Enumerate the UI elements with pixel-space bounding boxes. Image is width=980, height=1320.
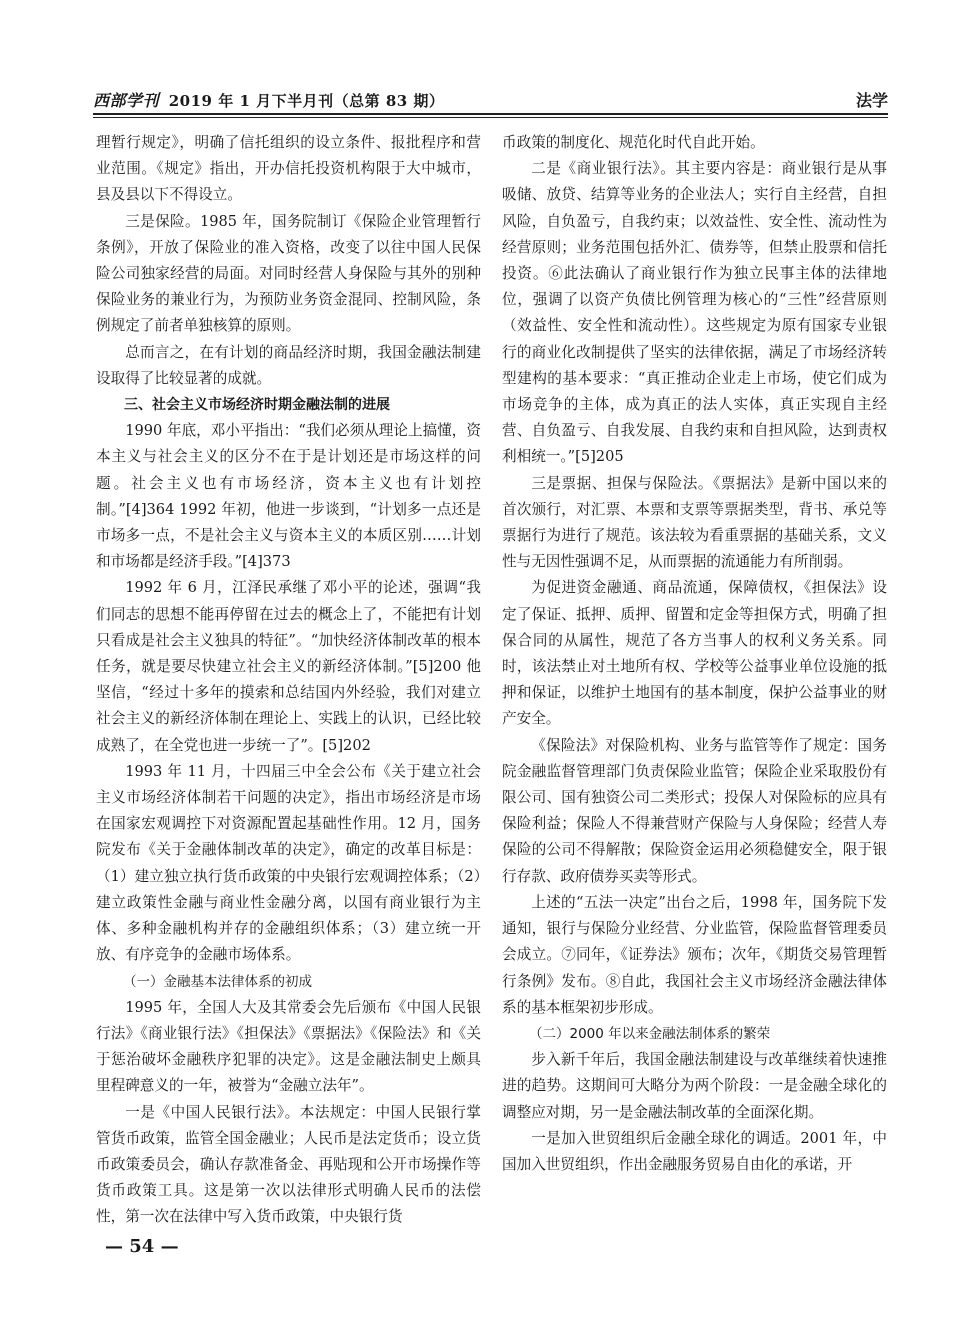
section-heading: 三、社会主义市场经济时期金融法制的进展 xyxy=(124,397,390,414)
paragraph: 步入新千年后，我国金融法制建设与改革继续着快速推进的趋势。这期间可大略分为两个阶段：一是金融全球化的调整应对期，另一是金融法制改革的全面深化期。 xyxy=(502,1051,887,1121)
paragraph: 总而言之，在有计划的商品经济时期，我国金融法制建设取得了比较显著的成就。 xyxy=(96,343,481,387)
paragraph: 理暂行规定》，明确了信托组织的设立条件、报批程序和营业范围。《规定》指出，开办信托投资机构限于大中城市，县及县以下不得设立。 xyxy=(96,134,481,204)
header-rule-thin xyxy=(93,117,888,118)
paragraph: 上述的“五法一决定”出台之后，1998 年，国务院下发通知，银行与保险分业经营、分业监管，保险监督管理委员会成立。⑦同年，《证券法》颁布；次年，《期货交易管理暂行条例》发布。⑧自此，我国社会主义市场经济金融法律体系的基本框架初步形成。 xyxy=(502,893,887,1016)
section-heading: （二）2000 年以来金融法制体系的繁荣 xyxy=(529,1025,771,1042)
paragraph: 1995 年，全国人大及其常委会先后颁布《中国人民银行法》《商业银行法》《担保法》《票据法》《保险法》和《关于惩治破坏金融秩序犯罪的决定》。这是金融法制史上颇具里程碑意义的一年，被誉为“金融立法年”。 xyxy=(96,998,481,1095)
paragraph: 1992 年 6 月，江泽民承继了邓小平的论述，强调“我们同志的思想不能再停留在过去的概念上了，不能把有计划只看成是社会主义独具的特征”。“加快经济体制改革的根本任务，就是要尽快建立社会主义的新经济体制。”[5]200 他坚信，“经过十多年的摸索和总结国内外经验，我们对建立社会主义的新经济体制在理论上、实践上的认识，已经比较成熟了，在全党也进一步统一了”。[5]202 xyxy=(96,579,481,754)
journal-issue xyxy=(93,88,444,111)
paragraph: 一是加入世贸组织后金融全球化的调适。2001 年，中国加入世贸组织，作出金融服务贸易自由化的承诺，开 xyxy=(502,1129,887,1173)
left-column xyxy=(96,130,481,1230)
journal-logo: 西部学刊 xyxy=(93,91,160,110)
right-column xyxy=(502,130,887,1230)
page-number: — 54 — xyxy=(105,1236,179,1257)
paragraph: 一是《中国人民银行法》。本法规定：中国人民银行掌管货币政策，监管全国金融业；人民币是法定货币；设立货币政策委员会，确认存款准备金、再贴现和公开市场操作等货币政策工具。这是第一次以法律形式明确人民币的法偿性，第一次在法律中写入货币政策，中央银行货 xyxy=(96,1103,481,1226)
running-header xyxy=(93,86,888,112)
paragraph: 三是票据、担保与保险法。《票据法》是新中国以来的首次颁行，对汇票、本票和支票等票据类型，背书、承兑等票据行为进行了规范。该法较为看重票据的基础关系，文义性与无因性强调不足，从而票据的流通能力有所削弱。 xyxy=(502,474,887,571)
paragraph: 1993 年 11 月，十四届三中全会公布《关于建立社会主义市场经济体制若干问题的决定》，指出市场经济是市场在国家宏观调控下对资源配置起基础性作用。12 月，国务院发布《关于金融体制改革的决定》，确定的改革目标是：（1）建立独立执行货币政策的中央银行宏观调控体系；（2）建立政策性金融与商业性金融分离，以国有商业银行为主体、多种金融机构并存的金融组织体系；（3）建立统一开放、有序竞争的金融市场体系。 xyxy=(96,762,481,964)
paragraph: 《保险法》对保险机构、业务与监管等作了规定：国务院金融监督管理部门负责保险业监管；保险企业采取股份有限公司、国有独资公司二类形式；投保人对保险标的应具有保险利益；保险人不得兼营财产保险与人身保险；经营人寿保险的公司不得解散；保险资金运用必须稳健安全，限于银行存款、政府债券买卖等形式。 xyxy=(502,736,887,885)
section-label: 法学 xyxy=(855,91,888,110)
paragraph: 二是《商业银行法》。其主要内容是：商业银行是从事吸储、放贷、结算等业务的企业法人；实行自主经营，自担风险，自负盈亏，自我约束；以效益性、安全性、流动性为经营原则；业务范围包括外汇、债券等，但禁止股票和信托投资。⑥此法确认了商业银行作为独立民事主体的法律地位，强调了以资产负债比例管理为核心的“三性”经营原则（效益性、安全性和流动性）。这些规定为原有国家专业银行的商业化改制提供了坚实的法律依据，满足了市场经济转型建构的基本要求：“真正推动企业走上市场，使它们成为市场竞争的主体，成为真正的法人实体，真正实现自主经营、自负盈亏、自我发展、自我约束和自担风险，达到责权利相统一。”[5]205 xyxy=(502,160,887,466)
paragraph: 为促进资金融通、商品流通，保障债权，《担保法》设定了保证、抵押、质押、留置和定金等担保方式，明确了担保合同的从属性，规范了各方当事人的权利义务关系。同时，该法禁止对土地所有权、学校等公益事业单位设施的抵押和保证，以维护土地国有的基本制度，保护公益事业的财产安全。 xyxy=(502,579,887,728)
section-heading: （一）金融基本法律体系的初成 xyxy=(123,973,312,990)
paragraph: 1990 年底，邓小平指出：“我们必须从理论上搞懂，资本主义与社会主义的区分不在于是计划还是市场这样的问题。社会主义也有市场经济，资本主义也有计划控制。”[4]364 1992 年初，他进一步谈到，“计划多一点还是市场多一点，不是社会主义与资本主义的本质区别……计划和市场都是经济手段。”[4]373 xyxy=(96,422,481,571)
paragraph: 三是保险。1985 年，国务院制订《保险企业管理暂行条例》，开放了保险业的准入资格，改变了以往中国人民保险公司独家经营的局面。对同时经营人身保险与其外的别种保险业务的兼业行为，为预防业务资金混同、控制风险，条例规定了前者单独核算的原则。 xyxy=(96,212,481,335)
header-rule xyxy=(93,113,888,115)
paragraph: 币政策的制度化、规范化时代自此开始。 xyxy=(502,134,765,151)
issue-info: 2019 年 1 月下半月刊（总第 83 期） xyxy=(168,92,445,110)
